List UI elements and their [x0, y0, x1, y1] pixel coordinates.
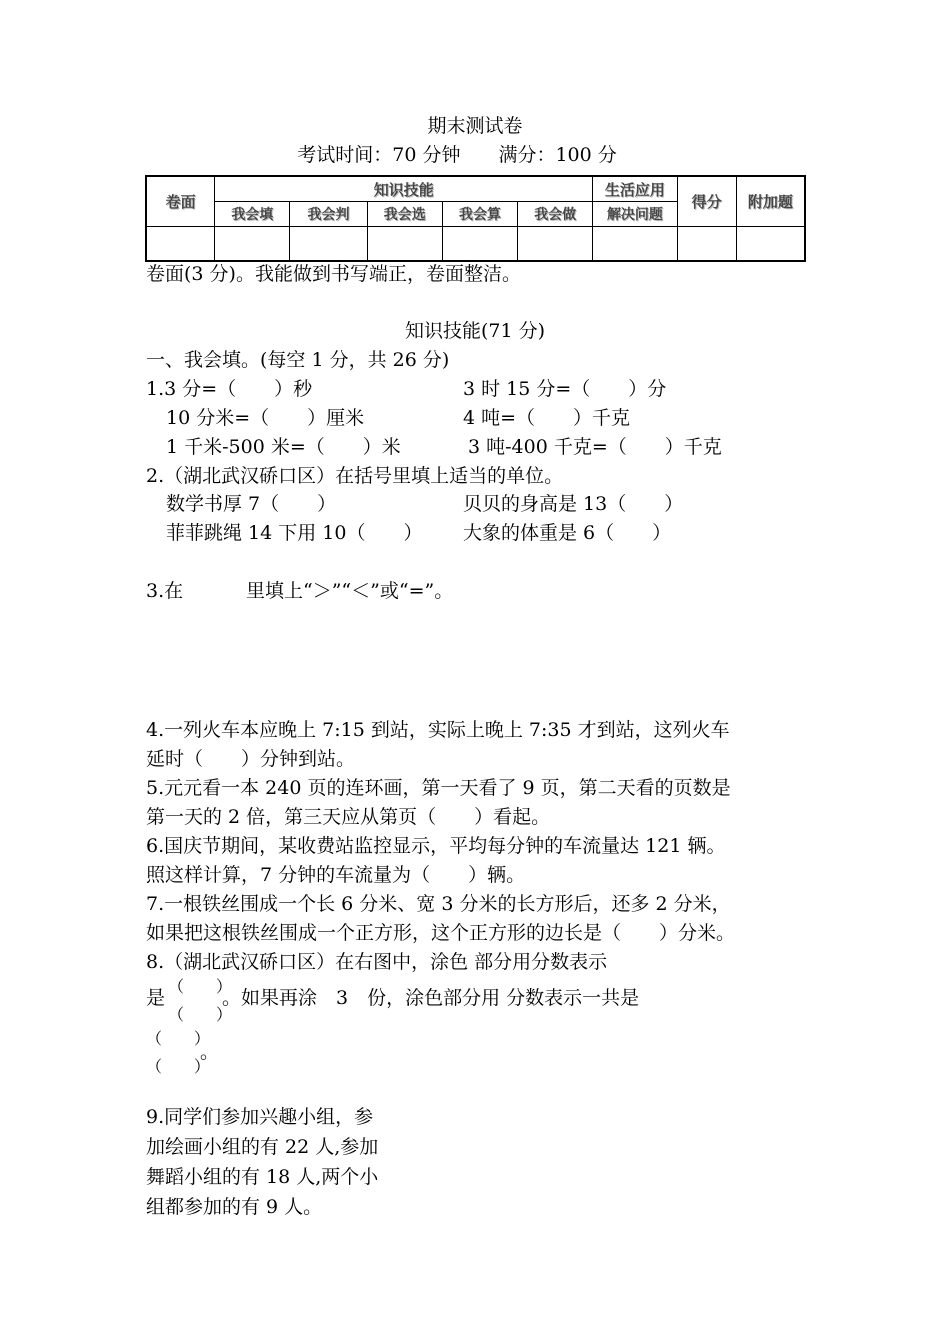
q2-item-d: 大象的体重是 6（ ） — [463, 522, 672, 544]
q2-heading: 2.（湖北武汉硚口区）在括号里填上适当的单位。 — [146, 465, 564, 487]
q4-line1: 4.一列火车本应晚上 7:15 到站，实际上晚上 7:35 才到站，这列火车 — [146, 719, 730, 741]
q7-line2: 如果把这根铁丝围成一个正方形，这个正方形的边长是（ ）分米。 — [146, 922, 736, 944]
score-header-zuo: 我会做 — [518, 202, 593, 227]
q7-line1: 7.一根铁丝围成一个长 6 分米、宽 3 分米的长方形后，还多 2 分米， — [146, 893, 731, 915]
score-cell[interactable] — [290, 227, 367, 262]
q8-line1: 8.（湖北武汉硚口区）在右图中，涂色 部分用分数表示 — [146, 951, 608, 973]
score-cell[interactable] — [442, 227, 517, 262]
score-header-fujia: 附加题 — [736, 176, 805, 227]
score-header-shenghuo: 生活应用 — [593, 176, 677, 202]
score-header-pan: 我会判 — [290, 202, 367, 227]
q8-end: 。 — [200, 1041, 220, 1063]
q3-text: 里填上“＞”“＜”或“=”。 — [246, 580, 454, 602]
score-header-jiejue: 解决问题 — [593, 202, 677, 227]
score-header-defen: 得分 — [677, 176, 736, 227]
q8-fraction2-denominator: （ ） — [146, 1057, 211, 1076]
juanmian-note: 卷面(3 分)。我能做到书写端正，卷面整洁。 — [146, 263, 521, 285]
q1-line1-left: 1.3 分=（ ）秒 — [146, 378, 313, 400]
score-cell[interactable] — [367, 227, 442, 262]
exam-info: 考试时间：70 分钟 满分：100 分 — [297, 144, 617, 166]
score-header-zhishi: 知识技能 — [215, 176, 593, 202]
q2-item-a: 数学书厚 7（ ） — [166, 493, 337, 515]
q6-line1: 6.国庆节期间，某收费站监控显示，平均每分钟的车流量达 121 辆。 — [146, 835, 726, 857]
q1-line1-right: 3 时 15 分=（ ）分 — [463, 378, 667, 400]
page-title: 期末测试卷 — [427, 115, 523, 137]
score-cell[interactable] — [593, 227, 677, 262]
q6-line2: 照这样计算，7 分钟的车流量为（ ）辆。 — [146, 864, 526, 886]
q2-item-b: 贝贝的身高是 13（ ） — [463, 493, 684, 515]
score-cell[interactable] — [146, 227, 215, 262]
score-cell[interactable] — [677, 227, 736, 262]
score-table — [145, 175, 806, 262]
q9-line3: 舞蹈小组的有 18 人,两个小 — [146, 1166, 379, 1188]
score-cell[interactable] — [215, 227, 290, 262]
q1-line3-right: 3 吨-400 千克=（ ）千克 — [468, 436, 722, 458]
score-header-suan: 我会算 — [442, 202, 517, 227]
score-header-juanmian: 卷面 — [146, 176, 215, 227]
q9-line1: 9.同学们参加兴趣小组，参 — [146, 1106, 374, 1128]
q8-fraction1-denominator: （ ） — [168, 1005, 233, 1024]
q8-fraction1-numerator: （ ） — [168, 977, 233, 996]
score-cell[interactable] — [518, 227, 593, 262]
q9-line2: 加绘画小组的有 22 人,参加 — [146, 1136, 379, 1158]
q8-line2: 。如果再涂 3 份，涂色部分用 分数表示一共是 — [222, 987, 640, 1009]
q1-line2-left: 10 分米=（ ）厘米 — [166, 407, 365, 429]
q8-fraction2-numerator: （ ） — [146, 1029, 211, 1048]
q1-line3-left: 1 千米-500 米=（ ）米 — [166, 436, 401, 458]
q1-heading: 一、我会填。(每空 1 分，共 26 分) — [146, 349, 450, 371]
score-cell[interactable] — [736, 227, 805, 262]
q8-shi: 是 — [146, 987, 166, 1009]
score-header-xuan: 我会选 — [367, 202, 442, 227]
q4-line2: 延时（ ）分钟到站。 — [146, 748, 356, 770]
section-title: 知识技能(71 分) — [404, 320, 546, 342]
q2-item-c: 菲菲跳绳 14 下用 10（ ） — [166, 522, 423, 544]
q1-line2-right: 4 吨=（ ）千克 — [463, 407, 631, 429]
q5-line1: 5.元元看一本 240 页的连环画，第一天看了 9 页，第二天看的页数是 — [146, 777, 731, 799]
q3-prefix: 3.在 — [146, 580, 184, 602]
q9-line4: 组都参加的有 9 人。 — [146, 1196, 323, 1218]
q5-line2: 第一天的 2 倍，第三天应从第页（ ）看起。 — [146, 806, 551, 828]
score-header-tian: 我会填 — [215, 202, 290, 227]
